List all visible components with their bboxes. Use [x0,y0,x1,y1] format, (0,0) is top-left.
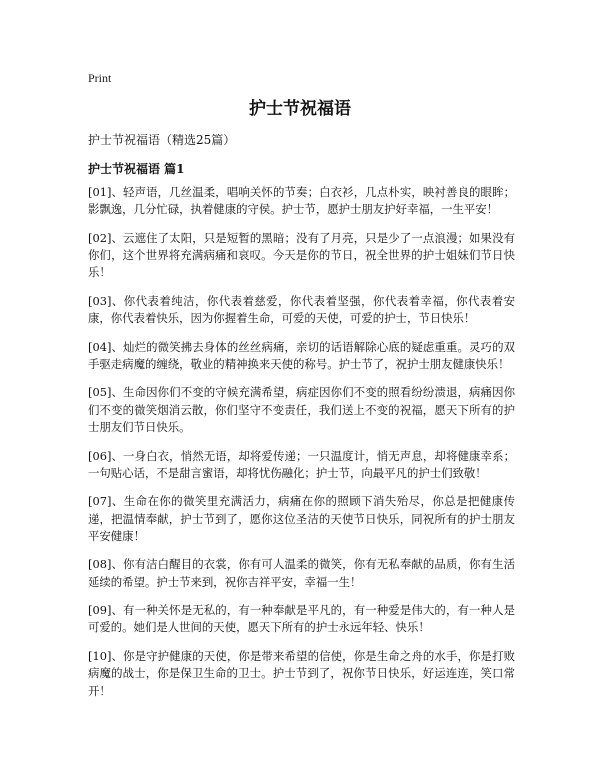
paragraph-list [88,184,515,711]
paragraph: [06]、一身白衣，悄然无语，却将爱传递；一只温度计，悄无声息，却将健康幸系；一句贴心话，不是甜言蜜语，却将忧伤融化；护士节，向最平凡的护士们致敬！ [88,448,515,480]
paragraph: [02]、云遮住了太阳，只是短暂的黑暗；没有了月亮，只是少了一点浪漫；如果没有你们，这个世界将充满病痛和哀叹。今天是你的节日，祝全世界的护士姐妹们节日快乐！ [88,230,515,280]
paragraph: [03]、你代表着纯洁，你代表着慈爱，你代表着坚强，你代表着幸福，你代表着安康，你代表着快乐，因为你握着生命，可爱的天使，可爱的护士，节日快乐！ [88,293,515,326]
paragraph: [01]、轻声语，几丝温柔，唱响关怀的节奏；白衣衫，几点朴实，映衬善良的眼眸；影飘逸，几分忙碌，执着健康的守侯。护士节，愿护士朋友护好幸福，一生平安！ [88,185,515,217]
paragraph: [07]、生命在你的微笑里充满活力，病痛在你的照顾下消失殆尽，你总是把健康传递，把温情奉献，护士节到了，愿你这位圣洁的天使节日快乐，同祝所有的护士朋友平安健康！ [88,494,515,543]
document-subtitle: 护士节祝福语（精选25篇） [88,133,236,147]
paragraph: [09]、有一种关怀是无私的，有一种奉献是平凡的，有一种爱是伟大的，有一种人是可爱的。她们是人世间的天使，愿天下所有的护士永远年轻、快乐！ [88,603,515,635]
section-heading: 护士节祝福语 篇1 [88,162,185,176]
page-title: 护士节祝福语 [249,99,351,119]
paragraph: [05]、生命因你们不变的守候充满希望，病症因你们不变的照看纷纷溃退，病痛因你们不变的微笑烟消云散，你们坚守不变责任，我们送上不变的祝福，愿天下所有的护士朋友们节日快乐。 [88,385,515,435]
paragraph: [10]、你是守护健康的天使，你是带来希望的信使，你是生命之舟的水手，你是打败病魔的战士，你是保卫生命的卫士。护士节到了，祝你节日快乐，好运连连，笑口常开！ [88,648,515,698]
paragraph: [08]、你有洁白醒目的衣裳，你有可人温柔的微笑，你有无私奉献的品质，你有生活延续的希望。护士节来到，祝你吉祥平安，幸福一生！ [88,557,515,589]
print-link[interactable]: Print [88,71,112,85]
paragraph: [04]、灿烂的微笑拂去身体的丝丝病痛，亲切的话语解除心底的疑虑重重。灵巧的双手驱走病魔的缠绕，敬业的精神换来天使的称号。护士节了，祝护士朋友健康快乐！ [88,339,515,371]
